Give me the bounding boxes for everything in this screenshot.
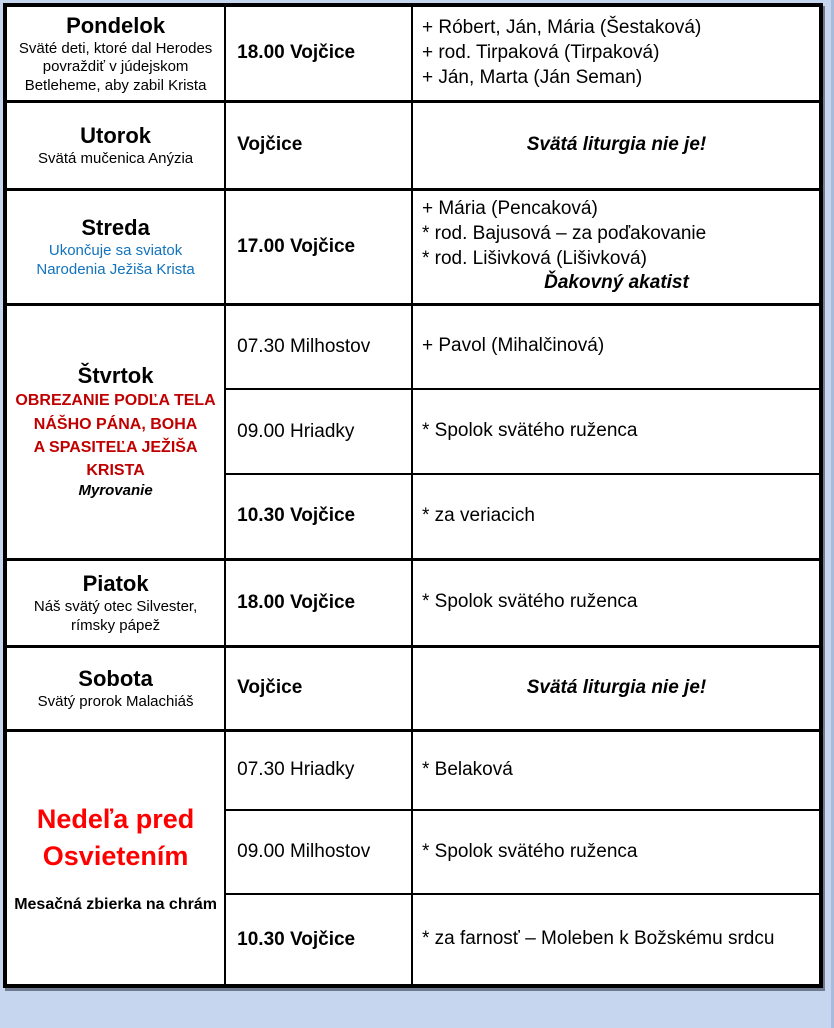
time-place-cell: 09.00 Hriadky [225,389,412,474]
intention-line: * rod. Bajusová – za poďakovanie [421,222,707,244]
table-row-streda [5,189,821,304]
day-cell-pondelok [5,5,225,101]
subtitle-line: Ukončuje sa sviatok [48,242,183,260]
intention-line: * Belaková [421,758,513,780]
day-subtitle [13,40,218,95]
no-liturgy-notice: Svätá liturgia nie je! [526,134,707,155]
subtitle-line: povraždiť v júdejskom [42,58,189,76]
intention-line: * rod. Lišivková (Lišivková) [421,247,647,269]
day-cell-nedela [5,730,225,986]
time-place-cell: 18.00 Vojčice [225,5,412,101]
myrovanie-note: Myrovanie [78,482,153,500]
subtitle-line: Svätý prorok Malachiáš [37,693,194,711]
intentions-cell [412,646,821,730]
day-subtitle [13,242,218,279]
feast-line: KRISTA [86,461,145,479]
time-place-cell: Vojčice [225,101,412,189]
time-place-cell: Vojčice [225,646,412,730]
time-place-cell: 07.30 Milhostov [225,304,412,389]
time-place-cell: 10.30 Vojčice [225,894,412,986]
liturgical-schedule-table [3,3,823,988]
intention-line: + rod. Tirpaková (Tirpaková) [421,41,660,63]
time-place-cell: 07.30 Hriadky [225,730,412,810]
day-cell-sobota [5,646,225,730]
day-title: Utorok [80,122,152,148]
time-place-cell: 10.30 Vojčice [225,474,412,559]
feast-title [15,389,215,482]
collection-note: Mesačná zbierka na chrám [14,896,217,914]
intentions-cell [412,894,821,986]
intention-line: * za veriacich [421,504,535,526]
intentions-cell [412,559,821,646]
subtitle-line: Sväté deti, ktoré dal Herodes [18,40,213,58]
title-line: Osvietením [42,840,189,871]
intention-line: * za farnosť – Moleben k Božskému srdcu [421,928,775,950]
intention-line: + Róbert, Ján, Mária (Šestaková) [421,17,702,39]
subtitle-line: Narodenia Ježiša Krista [36,260,195,278]
intention-line: + Ján, Marta (Ján Seman) [421,66,643,88]
sunday-title [37,801,194,874]
intentions-cell [412,101,821,189]
title-line: Nedeľa pred [36,804,195,835]
subtitle-line: Náš svätý otec Silvester, [33,598,198,616]
table-row-stvrtok [5,304,821,389]
subtitle-line: Svätá mučenica Anýzia [38,150,194,168]
table-row-piatok [5,559,821,646]
time-place-cell: 09.00 Milhostov [225,810,412,894]
intentions-cell [412,810,821,894]
day-subtitle [13,598,218,635]
intentions-cell [412,474,821,559]
time-place-cell: 18.00 Vojčice [225,559,412,646]
day-subtitle [13,150,218,168]
time-place-cell: 17.00 Vojčice [225,189,412,304]
subtitle-line: rímsky pápež [70,616,161,634]
day-cell-piatok [5,559,225,646]
intention-line: + Mária (Pencaková) [421,198,598,220]
no-liturgy-notice: Svätá liturgia nie je! [526,677,707,698]
intentions-cell [412,304,821,389]
day-cell-stvrtok [5,304,225,559]
intentions-cell [412,189,821,304]
feast-line: OBREZANIE PODĽA TELA [15,392,216,410]
day-title: Sobota [78,665,153,691]
table-row-pondelok [5,5,821,101]
day-subtitle [13,693,218,711]
intentions-cell [412,730,821,810]
day-title: Pondelok [66,12,166,38]
day-title: Štvrtok [77,362,154,388]
subtitle-line: Betleheme, aby zabil Krista [24,76,207,94]
table-row-utorok [5,101,821,189]
intention-line: * Spolok svätého ruženca [421,420,638,442]
table-row-nedela [5,730,821,810]
akathist-note: Ďakovný akatist [544,272,689,294]
intentions-cell [412,5,821,101]
feast-line: NÁŠHO PÁNA, BOHA [33,415,198,433]
intention-line: * Spolok svätého ruženca [421,840,638,862]
day-cell-utorok [5,101,225,189]
intention-line: * Spolok svätého ruženca [421,591,638,613]
intention-line: + Pavol (Mihalčinová) [421,335,605,357]
feast-line: A SPASITEĽA JEŽIŠA [33,438,198,456]
day-title: Streda [81,214,150,240]
intentions-cell [412,389,821,474]
day-title: Piatok [82,570,149,596]
table-row-sobota [5,646,821,730]
day-cell-streda [5,189,225,304]
